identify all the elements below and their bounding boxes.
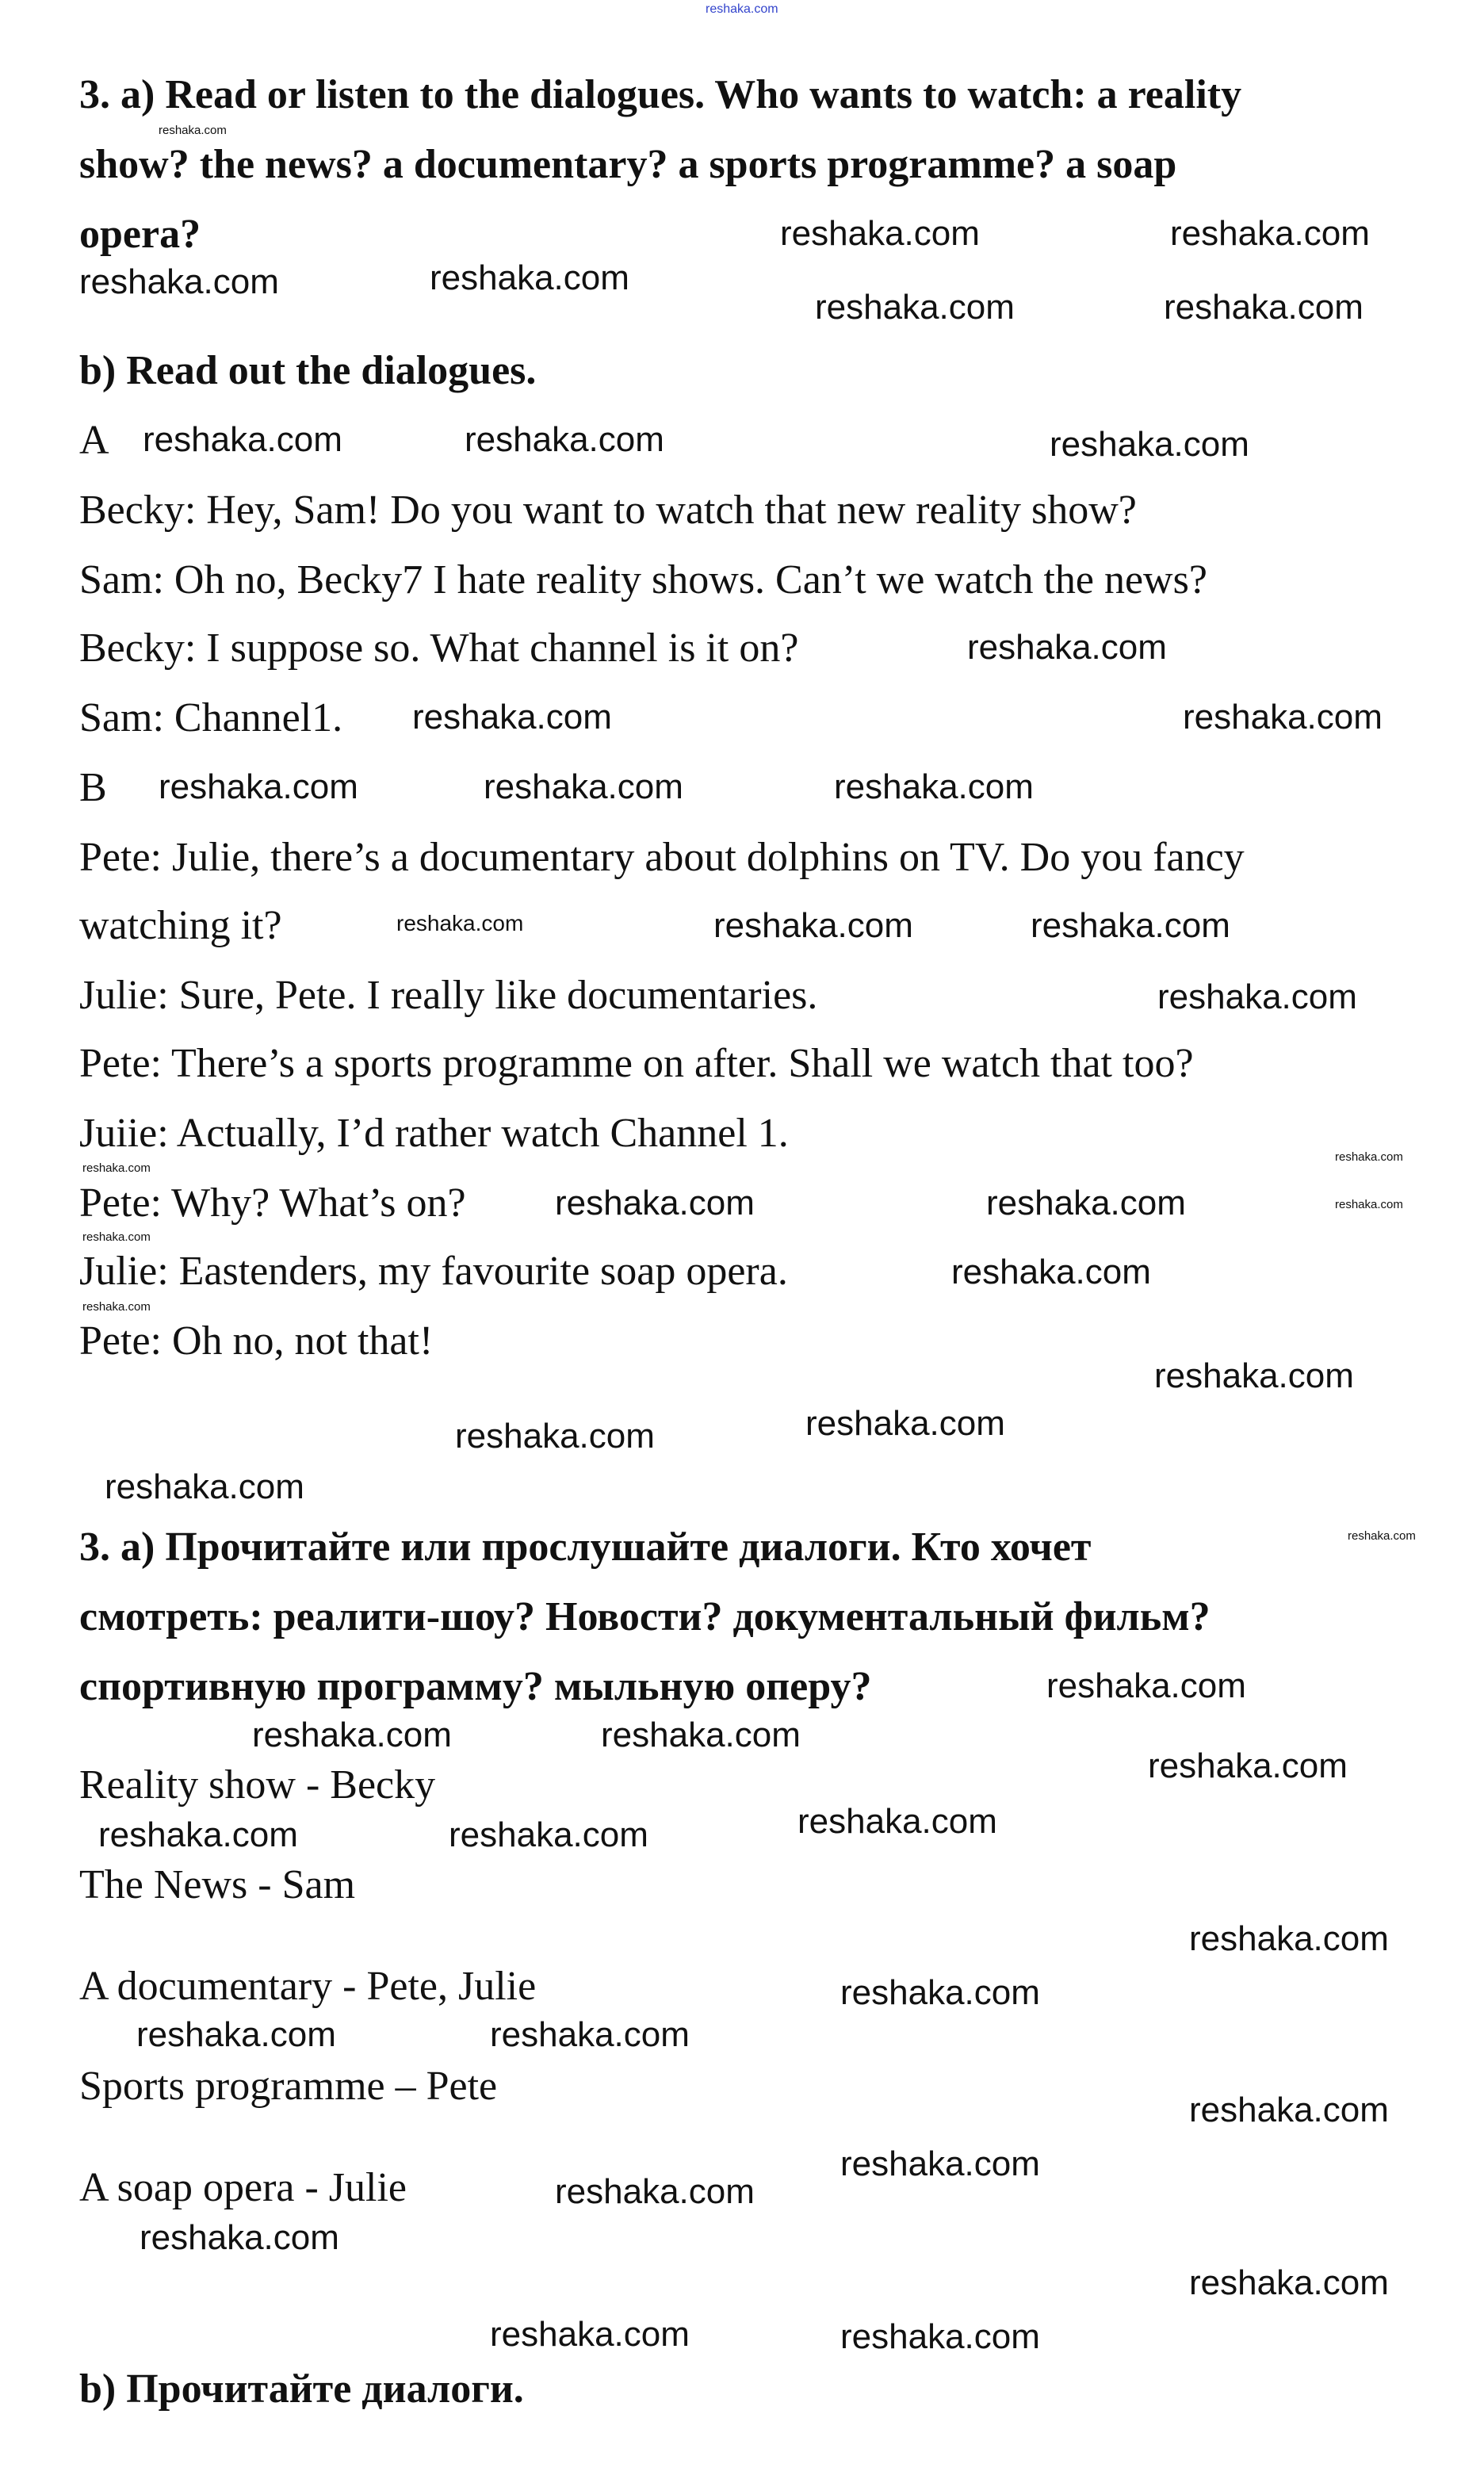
watermark[interactable]: reshaka.com — [465, 420, 664, 459]
watermark[interactable]: reshaka.com — [555, 2172, 755, 2211]
watermark[interactable]: reshaka.com — [430, 258, 629, 297]
watermark[interactable]: reshaka.com — [951, 1253, 1151, 1291]
ru-task-a-heading-line-2: смотреть: реалити-шоу? Новости? документальный фильм? — [79, 1594, 1211, 1639]
dialogue-b-label: B — [79, 765, 107, 810]
watermark[interactable]: reshaka.com — [780, 214, 980, 253]
watermark[interactable]: reshaka.com — [490, 2315, 690, 2354]
watermark[interactable]: reshaka.com — [484, 767, 683, 806]
watermark[interactable]: reshaka.com — [1183, 698, 1383, 736]
watermark-top[interactable]: reshaka.com — [706, 2, 778, 16]
dialogue-line: Becky: I suppose so. What channel is it on? — [79, 625, 799, 671]
ru-task-a-heading-line-3: спортивную программу? мыльную оперу? — [79, 1664, 872, 1709]
watermark[interactable]: reshaka.com — [986, 1184, 1186, 1222]
watermark[interactable]: reshaka.com — [815, 288, 1015, 327]
answer-line: A documentary - Pete, Julie — [79, 1964, 537, 2009]
watermark[interactable]: reshaka.com — [840, 1973, 1040, 2012]
watermark[interactable]: reshaka.com — [105, 1467, 304, 1506]
watermark[interactable]: reshaka.com — [555, 1184, 755, 1222]
task-a-heading-line-1: 3. a) Read or listen to the dialogues. Who wants to watch: a reality — [79, 72, 1242, 117]
watermark[interactable]: reshaka.com — [1046, 1666, 1246, 1705]
watermark[interactable]: reshaka.com — [396, 911, 524, 935]
watermark[interactable]: reshaka.com — [1189, 1919, 1389, 1958]
task-a-heading-line-2: show? the news? a documentary? a sports programme? a soap — [79, 142, 1177, 187]
watermark[interactable]: reshaka.com — [82, 1300, 151, 1314]
watermark[interactable]: reshaka.com — [1157, 977, 1357, 1016]
watermark[interactable]: reshaka.com — [82, 1161, 151, 1175]
answer-line: The News - Sam — [79, 1862, 356, 1907]
dialogue-line: Sam: Oh no, Becky7 I hate reality shows. Can’t we watch the news? — [79, 557, 1207, 603]
watermark[interactable]: reshaka.com — [1335, 1150, 1403, 1164]
watermark[interactable]: reshaka.com — [1050, 425, 1249, 464]
answer-line: Reality show - Becky — [79, 1762, 436, 1808]
watermark[interactable]: reshaka.com — [1335, 1198, 1403, 1211]
dialogue-line: Pete: There’s a sports programme on after. Shall we watch that too? — [79, 1041, 1194, 1086]
dialogue-line: Julie: Eastenders, my favourite soap opera. — [79, 1249, 788, 1294]
dialogue-line: Pete: Oh no, not that! — [79, 1318, 434, 1364]
dialogue-line: Pete: Why? What’s on? — [79, 1180, 466, 1226]
watermark[interactable]: reshaka.com — [601, 1716, 801, 1754]
watermark[interactable]: reshaka.com — [159, 767, 358, 806]
watermark[interactable]: reshaka.com — [1348, 1529, 1416, 1543]
watermark[interactable]: reshaka.com — [834, 767, 1034, 806]
watermark[interactable]: reshaka.com — [967, 628, 1167, 667]
watermark[interactable]: reshaka.com — [455, 1417, 655, 1456]
answer-line: Sports programme – Pete — [79, 2064, 498, 2109]
watermark[interactable]: reshaka.com — [412, 698, 612, 736]
dialogue-line: Julie: Sure, Pete. I really like documentaries. — [79, 973, 818, 1018]
watermark[interactable]: reshaka.com — [82, 1230, 151, 1244]
dialogue-line: Sam: Channel1. — [79, 695, 343, 740]
dialogue-line: watching it? — [79, 903, 282, 948]
watermark[interactable]: reshaka.com — [449, 1815, 648, 1854]
ru-task-b-heading: b) Прочитайте диалоги. — [79, 2366, 524, 2412]
watermark[interactable]: reshaka.com — [1189, 2091, 1389, 2129]
watermark[interactable]: reshaka.com — [136, 2015, 336, 2054]
watermark[interactable]: reshaka.com — [805, 1404, 1005, 1443]
watermark[interactable]: reshaka.com — [143, 420, 342, 459]
watermark[interactable]: reshaka.com — [1031, 906, 1230, 945]
watermark[interactable]: reshaka.com — [140, 2218, 339, 2257]
watermark[interactable]: reshaka.com — [159, 124, 227, 137]
ru-task-a-heading-line-1: 3. а) Прочитайте или прослушайте диалоги. Кто хочет — [79, 1525, 1092, 1570]
watermark[interactable]: reshaka.com — [98, 1815, 298, 1854]
task-b-heading: b) Read out the dialogues. — [79, 348, 537, 393]
watermark[interactable]: reshaka.com — [797, 1802, 997, 1841]
answer-line: A soap opera - Julie — [79, 2165, 407, 2210]
watermark[interactable]: reshaka.com — [1170, 214, 1370, 253]
watermark[interactable]: reshaka.com — [1164, 288, 1364, 327]
watermark[interactable]: reshaka.com — [79, 262, 279, 301]
dialogue-line: Juiie: Actually, I’d rather watch Channel 1. — [79, 1111, 789, 1156]
watermark[interactable]: reshaka.com — [252, 1716, 452, 1754]
watermark[interactable]: reshaka.com — [1148, 1746, 1348, 1785]
dialogue-a-label: A — [79, 418, 109, 463]
watermark[interactable]: reshaka.com — [713, 906, 913, 945]
watermark[interactable]: reshaka.com — [1154, 1356, 1354, 1395]
dialogue-line: Becky: Hey, Sam! Do you want to watch that new reality show? — [79, 488, 1137, 533]
watermark[interactable]: reshaka.com — [1189, 2263, 1389, 2302]
watermark[interactable]: reshaka.com — [490, 2015, 690, 2054]
task-a-heading-line-3: opera? — [79, 212, 201, 257]
dialogue-line: Pete: Julie, there’s a documentary about dolphins on TV. Do you fancy — [79, 835, 1245, 880]
watermark[interactable]: reshaka.com — [840, 2317, 1040, 2356]
watermark[interactable]: reshaka.com — [840, 2144, 1040, 2183]
